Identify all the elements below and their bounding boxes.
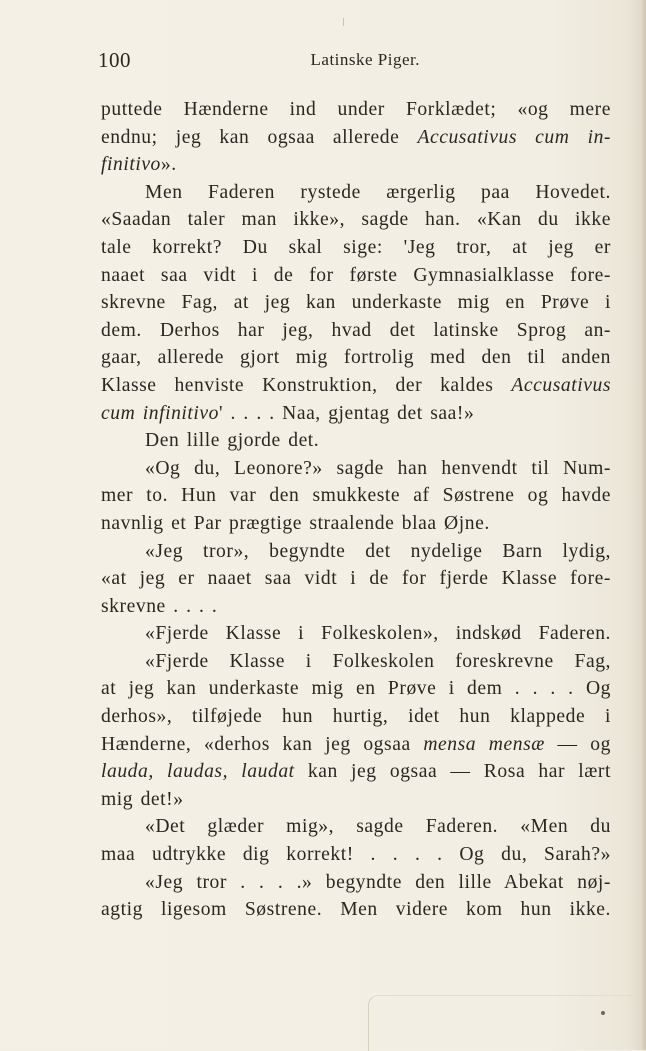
text-run: ' . . . . Naa, gjentag det saa!» [219,402,475,424]
text-line [101,786,611,814]
text-line [101,813,611,841]
text-run: «Og du, Leonore?» sagde han henvendt til Num- [145,457,611,479]
text-line [101,151,611,179]
text-line [101,372,611,400]
text-run: «Saadan taler man ikke», sagde han. «Kan du ikke [101,209,611,231]
italic-text-run: Accusativus cum in- [417,126,611,148]
text-line [101,482,611,510]
text-line [101,206,611,234]
paper-speck [343,18,344,26]
text-run: derhos», tilføjede hun hurtig, idet hun klappede i [101,706,611,728]
text-line [101,841,611,869]
text-run: mig det!» [101,788,184,810]
text-line [101,400,611,428]
text-run: — og [544,733,611,755]
text-line [101,317,611,345]
text-run: ». [160,154,177,176]
ink-dot [601,1011,605,1015]
text-line [101,758,611,786]
body-text [101,96,611,924]
text-run: Klasse henviste Konstruktion, der kaldes [101,374,512,396]
text-run: «Det glæder mig», sagde Faderen. «Men du [145,816,611,838]
text-line [101,593,611,621]
page-edge [640,0,646,1050]
page-corner-fold [368,995,641,1051]
text-run: naaet saa vidt i de for første Gymnasialklasse fore- [101,264,611,286]
text-run: puttede Hænderne ind under Forklædet; «og mere [101,99,611,120]
italic-text-run: finitivo [101,154,161,176]
text-line [101,675,611,703]
italic-text-run: lauda, laudas, laudat [101,761,295,783]
text-run: gaar, allerede gjort mig fortrolig med den til anden [101,347,611,369]
page-number: 100 [98,48,131,72]
text-line [101,648,611,676]
text-line [101,565,611,593]
text-run: Men Faderen rystede ærgerlig paa Hovedet. [145,181,611,203]
text-line [101,262,611,290]
text-run: at jeg kan underkaste mig en Prøve i dem . . . . Og [101,678,611,700]
text-line [101,731,611,759]
text-run: navnlig et Par prægtige straalende blaa Øjne. [101,512,490,534]
text-run: kan jeg ogsaa — Rosa har lært [294,761,611,783]
text-run: endnu; jeg kan ogsaa allerede [101,126,418,148]
italic-text-run: Accusativus [511,374,611,396]
running-title: Latinske Piger. [310,50,420,69]
text-line [101,455,611,483]
text-run: tale korrekt? Du skal sige: 'Jeg tror, at jeg er [101,236,611,258]
text-line [101,124,611,152]
page-header [98,48,420,78]
text-line [101,869,611,897]
text-line [101,179,611,207]
text-line [101,234,611,262]
italic-text-run: mensa mensæ [423,733,545,755]
text-run: skrevne . . . . [101,595,218,617]
text-run: «Jeg tror . . . .» begyndte den lille Abekat nøj- [145,871,611,893]
text-line [101,427,611,455]
text-run: «Fjerde Klasse i Folkeskolen foreskrevne Fag, [145,650,611,672]
italic-text-run: cum infinitivo [101,402,219,424]
text-line [101,538,611,566]
text-run: «Jeg tror», begyndte det nydelige Barn lydig, [145,540,611,562]
text-run: «Fjerde Klasse i Folkeskolen», indskød Faderen. [145,623,611,645]
text-line [101,620,611,648]
text-line [101,703,611,731]
text-run: Den lille gjorde det. [145,430,320,452]
text-run: dem. Derhos har jeg, hvad det latinske Sprog an- [101,319,611,341]
text-run: maa udtrykke dig korrekt! . . . . Og du, Sarah?» [101,844,611,866]
text-line [101,896,611,924]
text-line [101,510,611,538]
text-line [101,96,611,124]
text-run: agtig ligesom Søstrene. Men videre kom hun ikke. [101,899,611,921]
text-run: «at jeg er naaet saa vidt i de for fjerde Klasse fore- [101,568,611,590]
text-run: mer to. Hun var den smukkeste af Søstrene og havde [101,485,611,507]
text-run: skrevne Fag, at jeg kan underkaste mig en Prøve i [101,292,611,314]
text-run: Hænderne, «derhos kan jeg ogsaa [101,733,424,755]
text-line [101,289,611,317]
text-line [101,344,611,372]
